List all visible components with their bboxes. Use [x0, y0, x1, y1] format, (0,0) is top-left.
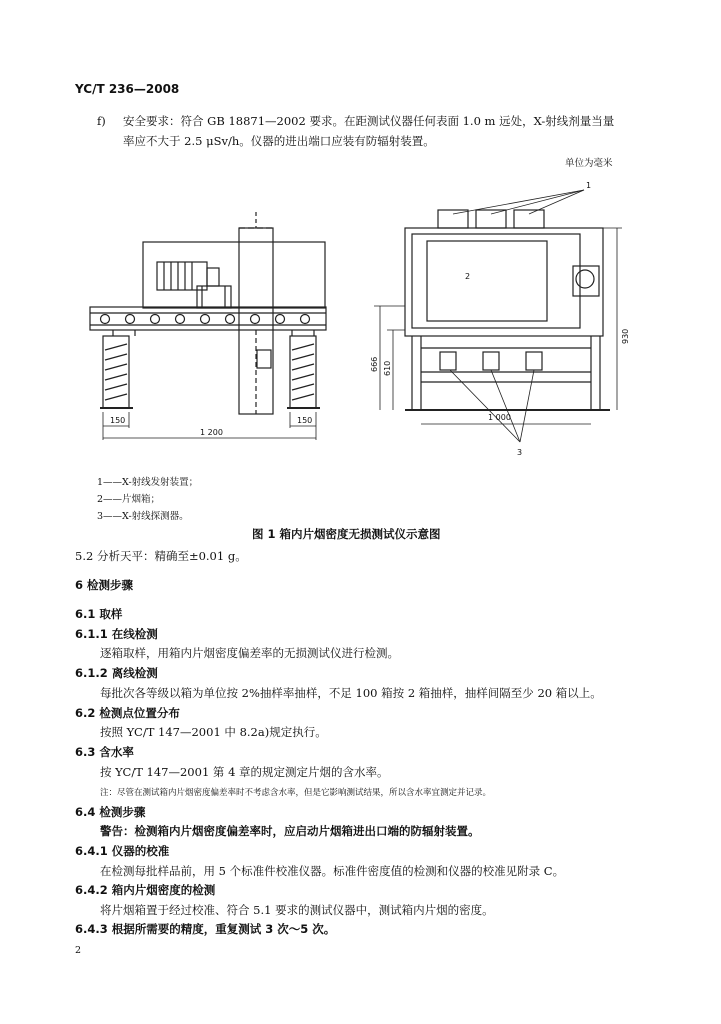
section-6-1-2-heading: 6.1.2 离线检测 [75, 666, 158, 680]
section-6-4-heading: 6.4 检测步骤 [75, 805, 146, 819]
clause-f-marker: f) [97, 114, 106, 128]
figure-caption: 图 1 箱内片烟密度无损测试仪示意图 [252, 527, 441, 541]
section-6-3-heading: 6.3 含水率 [75, 745, 134, 759]
section-6-4-1-heading: 6.4.1 仪器的校准 [75, 844, 170, 858]
tobacco-box [427, 241, 547, 321]
callout-2: 2 [465, 272, 471, 281]
section-6-4-1-body: 在检测每批样品前，用 5 个标准件校准仪器。标准件密度值的检测和仪器的校准见附录 C。 [100, 864, 565, 878]
legend-item-3: 3——X-射线探测器。 [97, 511, 189, 522]
unit-note: 单位为毫米 [565, 158, 613, 169]
section-6-heading: 6 检测步骤 [75, 578, 134, 592]
front-view [374, 190, 622, 442]
section-6-3-note: 注：尽管在测试箱内片烟密度偏差率时不考虑含水率，但是它影响测试结果，所以含水率宜测定并记录。 [100, 788, 492, 798]
section-6-1-2-body: 每批次各等级以箱为单位按 2%抽样率抽样，不足 100 箱按 2 箱抽样，抽样间隔至少 20 箱以上。 [100, 686, 602, 700]
side-view-housing [143, 242, 325, 308]
dim-150-left: 150 [110, 416, 126, 425]
section-6-1-1-body: 逐箱取样，用箱内片烟密度偏差率的无损测试仪进行检测。 [100, 646, 399, 660]
dim-666: 666 [370, 356, 379, 372]
dim-930: 930 [621, 328, 630, 344]
legend-item-2: 2——片烟箱； [97, 494, 161, 505]
dim-150-right: 150 [297, 416, 313, 425]
section-6-2-body: 按照 YC/T 147—2001 中 8.2a)规定执行。 [100, 725, 327, 739]
section-6-3-body: 按 YC/T 147—2001 第 4 章的规定测定片烟的含水率。 [100, 765, 389, 779]
clause-f-line1: 安全要求：符合 GB 18871—2002 要求。在距测试仪器任何表面 1.0 m 远处，X-射线剂量当量 [123, 114, 615, 128]
legend-item-1: 1——X-射线发射装置； [97, 477, 199, 488]
section-6-1-heading: 6.1 取样 [75, 607, 123, 621]
dim-1200: 1 200 [200, 428, 223, 437]
section-6-4-2-body: 将片烟箱置于经过校准、符合 5.1 要求的测试仪器中，测试箱内片烟的密度。 [100, 903, 494, 917]
section-6-4-warning: 警告：检测箱内片烟密度偏差率时，应启动片烟箱进出口端的防辐射装置。 [100, 824, 480, 838]
dim-1000: 1 000 [488, 413, 511, 422]
section-6-1-1-heading: 6.1.1 在线检测 [75, 627, 158, 641]
standard-id: YC/T 236—2008 [75, 82, 180, 96]
callout-3: 3 [517, 448, 523, 457]
section-6-4-3: 6.4.3 根据所需要的精度，重复测试 3 次～5 次。 [75, 922, 336, 936]
section-6-4-2-heading: 6.4.2 箱内片烟密度的检测 [75, 883, 216, 897]
page-number: 2 [75, 945, 82, 956]
side-view [90, 212, 326, 440]
section-5-2: 5.2 分析天平：精确至±0.01 g。 [75, 549, 247, 563]
clause-f-line2: 率应不大于 2.5 μSv/h。仪器的进出端口应装有防辐射装置。 [123, 134, 435, 148]
section-6-2-heading: 6.2 检测点位置分布 [75, 706, 180, 720]
figure-diagram [0, 0, 721, 470]
dim-610: 610 [383, 360, 392, 376]
callout-1: 1 [586, 181, 592, 190]
side-view-detector [257, 350, 271, 368]
